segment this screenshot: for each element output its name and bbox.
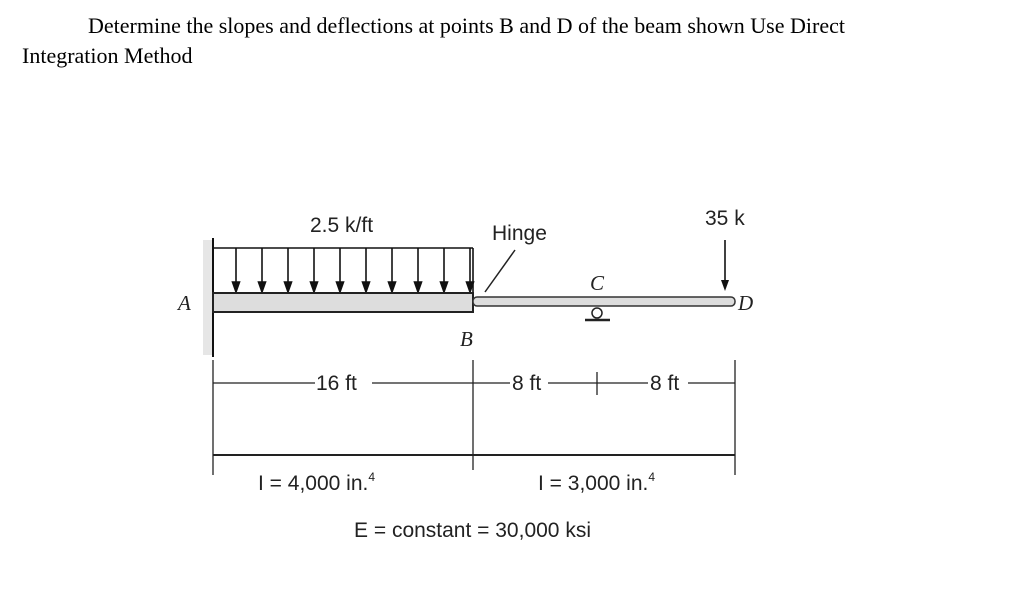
- arrow-head-icon: [311, 282, 318, 292]
- distributed-load: [213, 248, 474, 292]
- point-a-label: A: [178, 291, 191, 315]
- point-load-label: 35 k: [705, 207, 745, 230]
- arrow-head-icon: [415, 282, 422, 292]
- arrow-head-icon: [389, 282, 396, 292]
- dimension-bc: 8 ft: [512, 372, 542, 395]
- beam-segment-bd: [473, 297, 735, 306]
- wall-hatch: [203, 240, 213, 355]
- arrow-head-icon: [233, 282, 240, 292]
- arrow-head-icon: [441, 282, 448, 292]
- moment-of-inertia-right: I = 3,000 in.$^4$: [538, 470, 656, 495]
- dimension-cd: 8 ft: [650, 372, 680, 395]
- arrow-head-icon: [363, 282, 370, 292]
- point-c-label: C: [590, 271, 605, 295]
- modulus-label: E = constant = 30,000 ksi: [354, 519, 591, 542]
- beam-segment-ab: [213, 293, 473, 312]
- point-d-label: D: [738, 291, 754, 315]
- question-line-1: Determine the slopes and deflections at points B and D of the beam shown Use Direct: [88, 13, 845, 38]
- arrow-head-icon: [721, 280, 729, 291]
- question-line-2: Integration Method: [22, 43, 193, 68]
- roller-support-c: [585, 308, 610, 320]
- arrow-head-icon: [285, 282, 292, 292]
- arrow-head-icon: [259, 282, 266, 292]
- point-b-label: B: [460, 327, 473, 351]
- hinge-leader: [485, 250, 515, 292]
- dimension-ab: 16 ft: [316, 372, 357, 395]
- arrow-head-icon: [337, 282, 344, 292]
- distributed-load-label: 2.5 k/ft: [310, 214, 374, 237]
- hinge-label: Hinge: [492, 222, 547, 245]
- moment-of-inertia-left: I = 4,000 in.$^4$: [258, 470, 376, 495]
